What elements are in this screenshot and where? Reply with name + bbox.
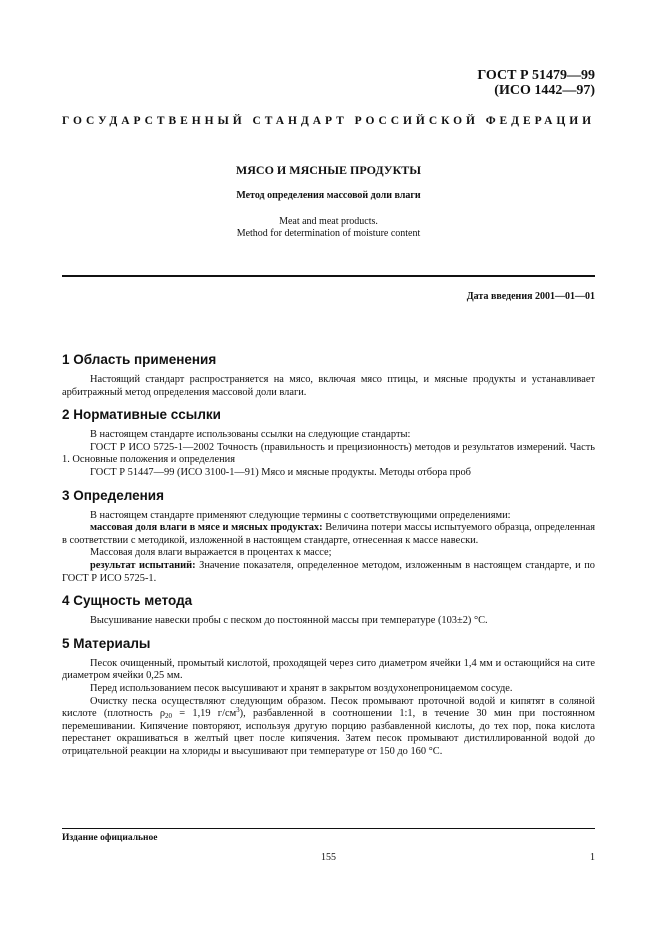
subscript: 20 [165, 712, 173, 721]
definition-text: Значение показателя, определенное методом, изложенным в настоящем стандарте, и по ГОСТ Р ИСО 5725-1. [62, 559, 595, 584]
section-scope [62, 352, 595, 399]
paragraph: Перед использованием песок высушивают и хранят в закрытом воздухонепроницаемом сосуде. [90, 682, 513, 694]
english-title-line-1: Meat and meat products. [279, 216, 378, 227]
paragraph: В настоящем стандарте применяют следующие термины с соответствующими определениями: [90, 509, 511, 521]
introduction-date: Дата введения 2001—01—01 [466, 291, 595, 302]
iso-code: (ИСО 1442—97) [494, 83, 595, 98]
paragraph: Настоящий стандарт распространяется на мясо, включая мясо птицы, и мясные продукты и устанавливает арбитражный метод определения массовой доли влаги. [62, 374, 595, 398]
section-heading: 5 Материалы [62, 635, 151, 651]
text-run: = 1,19 г/см [172, 708, 237, 720]
sheet-number: 1 [590, 852, 595, 863]
paragraph [62, 696, 595, 759]
section-materials [62, 636, 595, 759]
english-title [62, 216, 595, 240]
section-heading: 2 Нормативные ссылки [62, 407, 221, 423]
official-edition-label: Издание официальное [62, 833, 158, 843]
english-title-line-2: Method for determination of moisture content [236, 228, 421, 239]
state-standard-banner: ГОСУДАРСТВЕННЫЙ СТАНДАРТ РОССИЙСКОЙ ФЕДЕРАЦИИ [62, 115, 596, 127]
paragraph: Высушивание навески пробы с песком до постоянной массы при температуре (103±2) °С. [90, 615, 488, 627]
document-body [62, 352, 595, 766]
section-normative-references [62, 407, 595, 479]
superscript: 3 [236, 706, 240, 715]
definition-text: Величина потери массы испытуемого образца, определенная в соответствии с методикой, изложенной в настоящем стандарте, отнесенная к массе навески. [62, 522, 595, 546]
section-method-principle [62, 593, 595, 628]
title-divider [62, 275, 595, 277]
document-subtitle: Метод определения массовой доли влаги [236, 190, 421, 201]
definition [62, 522, 595, 547]
text-run: Очистку песка осуществляют следующим образом. Песок промывают проточной водой и кипятят в соляной кислоте (плотность ρ [62, 695, 595, 720]
page-number: 155 [321, 852, 336, 863]
reference-item: ГОСТ Р ИСО 5725-1—2002 Точность (правильность и прецизионность) методов и результатов измерений. Часть 1. Основные положения и определения [62, 441, 595, 466]
standard-code: ГОСТ Р 51479—99 [477, 68, 595, 83]
paragraph: В настоящем стандарте использованы ссылки на следующие стандарты: [90, 429, 411, 441]
standard-codes [477, 68, 595, 98]
section-heading: 3 Определения [62, 487, 164, 503]
paragraph: Массовая доля влаги выражается в процентах к массе; [90, 547, 332, 559]
defined-term: массовая доля влаги в мясе и мясных продуктах: [90, 522, 323, 534]
defined-term: результат испытаний: [90, 559, 196, 571]
section-heading: 4 Сущность метода [62, 593, 193, 609]
text-run: ), разбавленной в соотношении 1:1, в течение 30 мин при постоянном перемешивании. Кипячение повторяют, используя другую порцию разбавленной кислоты, до тех пор, пока кислота перестанет окрашиваться в желтый цвет после кипячения. Затем песок промывают дистиллированной водой до отрицательной реакции на хлориды и высушивают при температуре от 150 до 160 °С. [62, 708, 595, 757]
section-definitions [62, 488, 595, 586]
definition [62, 560, 595, 585]
document-title: МЯСО И МЯСНЫЕ ПРОДУКТЫ [235, 163, 422, 177]
reference-item: ГОСТ Р 51447—99 (ИСО 3100-1—91) Мясо и мясные продукты. Методы отбора проб [90, 466, 471, 478]
paragraph: Песок очищенный, промытый кислотой, проходящей через сито диаметром ячейки 1,4 мм и остающийся на сите диаметром ячейки 0,25 мм. [62, 657, 595, 682]
footer-divider [62, 828, 595, 829]
section-heading: 1 Область применения [62, 352, 217, 367]
